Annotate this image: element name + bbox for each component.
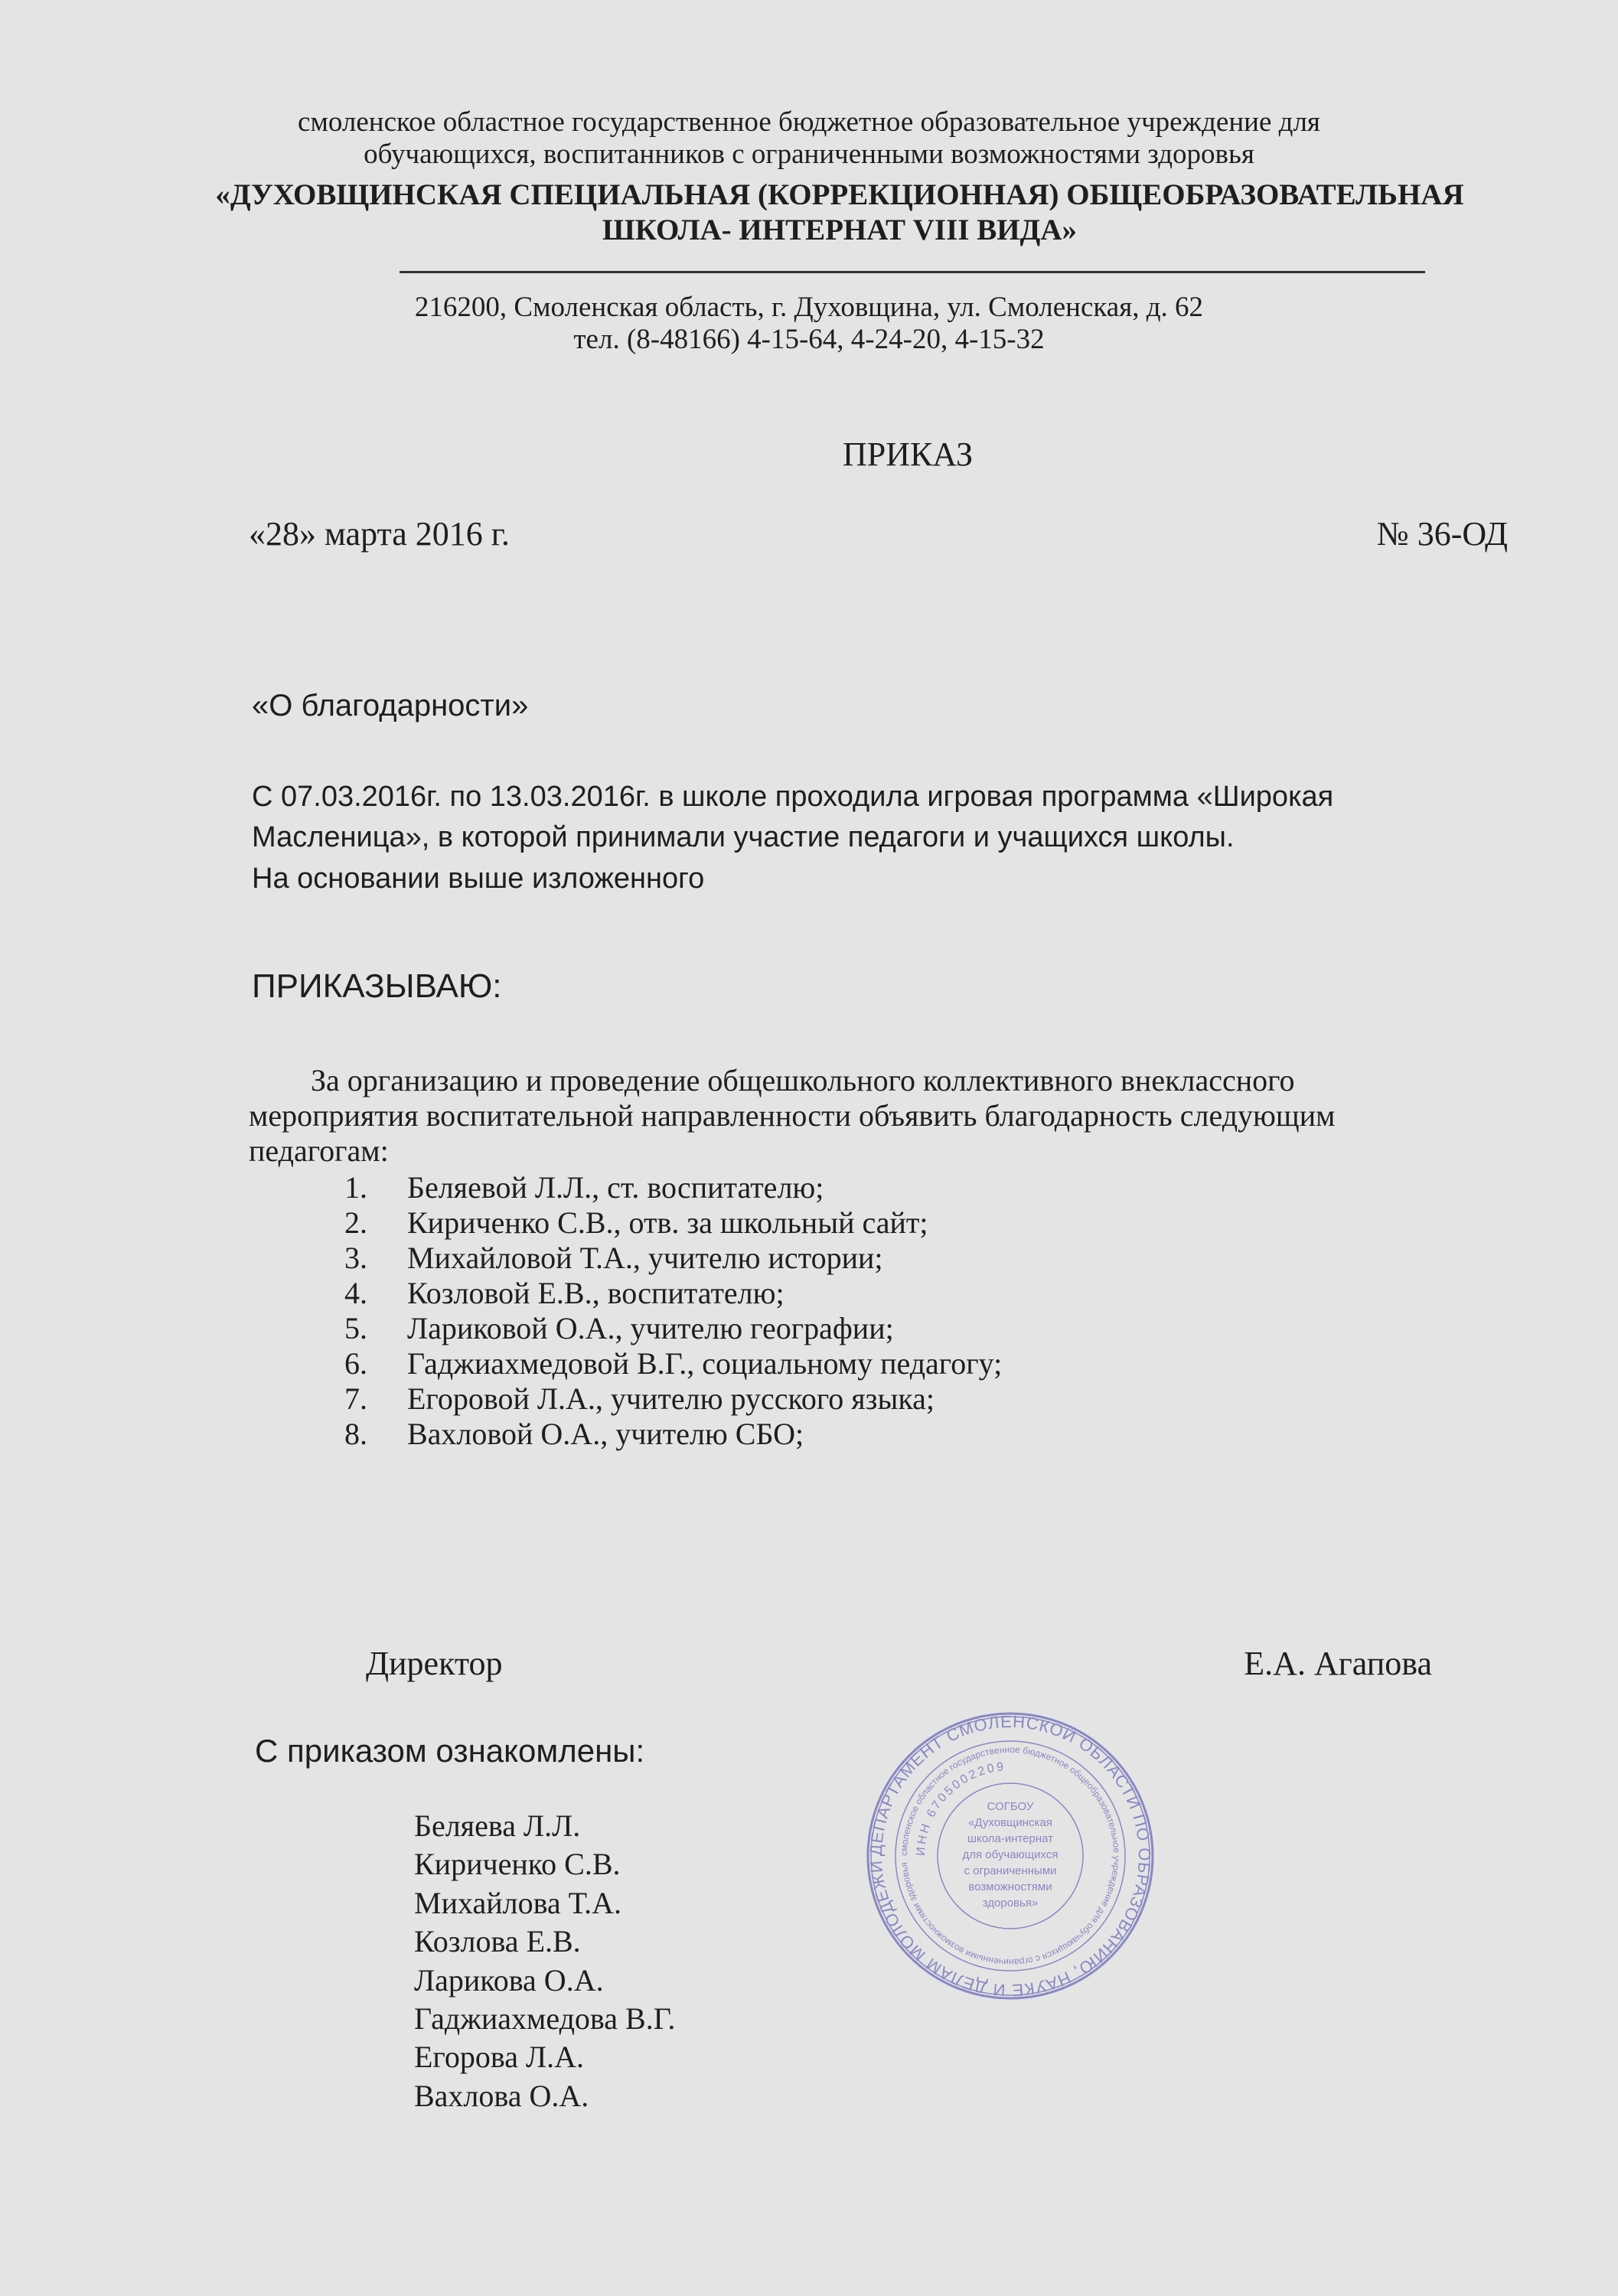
header-phone: тел. (8-48166) 4-15-64, 4-24-20, 4-15-32 — [573, 324, 1045, 355]
order-line: педагогам: — [249, 1133, 389, 1168]
intro-line: Масленица», в которой принимали участие педагоги и учащихся школы. — [252, 821, 1235, 853]
document-date: «28» марта 2016 г. — [249, 515, 510, 553]
stamp-outer-text: ДЕПАРТАМЕНТ СМОЛЕНСКОЙ ОБЛАСТИ ПО ОБРАЗОВАНИЮ, НАУКЕ И ДЕЛАМ МОЛОДЕЖИ — [866, 1711, 1155, 2001]
stamp-center-line: здоровья» — [982, 1896, 1039, 1910]
list-item-number: 1. — [344, 1170, 367, 1205]
header-address: 216200, Смоленская область, г. Духовщина, ул. Смоленская, д. 62 — [414, 292, 1204, 323]
acknowledged-name: Козлова Е.В. — [414, 1924, 581, 1959]
stamp-middle-text: смоленское областное государственное бюджетное общеобразовательное учреждение для обучающихся с ограниченными возможностями здоровья — [898, 1743, 1123, 1968]
official-stamp — [865, 1711, 1156, 2001]
stamp-center-line: с ограниченными — [964, 1864, 1057, 1877]
list-item: Козловой Е.В., воспитателю; — [407, 1276, 785, 1310]
document-subject: «О благодарности» — [252, 689, 529, 722]
acknowledged-name: Михайлова Т.А. — [414, 1885, 621, 1920]
order-word: ПРИКАЗЫВАЮ: — [252, 967, 502, 1005]
stamp-center-line: СОГБОУ — [987, 1800, 1034, 1813]
order-line: мероприятия воспитательной направленности объявить благодарность следующим — [249, 1098, 1336, 1133]
signer-name: Е.А. Агапова — [1244, 1645, 1432, 1682]
list-item: Михайловой Т.А., учителю истории; — [407, 1241, 883, 1275]
acknowledged-name: Ларикова О.А. — [414, 1962, 604, 1998]
document-type: ПРИКАЗ — [842, 435, 974, 473]
list-item: Лариковой О.А., учителю географии; — [407, 1311, 894, 1345]
acknowledged-name: Егорова Л.А. — [414, 2040, 584, 2075]
list-item: Беляевой Л.Л., ст. воспитателю; — [407, 1170, 824, 1205]
stamp-center-line: для обучающихся — [962, 1848, 1059, 1861]
list-item: Гаджиахмедовой В.Г., социальному педагогу; — [407, 1346, 1003, 1381]
header-line-2: обучающихся, воспитанников с ограниченными возможностями здоровья — [364, 139, 1254, 170]
list-item: Егоровой Л.А., учителю русского языка; — [407, 1381, 935, 1416]
list-item: Кириченко С.В., отв. за школьный сайт; — [407, 1205, 928, 1240]
list-item-number: 6. — [344, 1346, 367, 1381]
document-number: № 36-ОД — [1376, 515, 1508, 553]
list-item-number: 4. — [344, 1276, 367, 1310]
list-item-number: 8. — [344, 1417, 367, 1451]
stamp-center-line: возможностями — [968, 1880, 1052, 1893]
acknowledged-label: С приказом ознакомлены: — [255, 1733, 645, 1769]
signer-title: Директор — [366, 1645, 503, 1682]
intro-line: С 07.03.2016г. по 13.03.2016г. в школе проходила игровая программа «Широкая — [252, 781, 1334, 813]
header-school-name-1: «ДУХОВЩИНСКАЯ СПЕЦИАЛЬНАЯ (КОРРЕКЦИОННАЯ) ОБЩЕОБРАЗОВАТЕЛЬНАЯ — [215, 178, 1464, 211]
acknowledged-name: Кириченко С.В. — [414, 1847, 621, 1882]
stamp-center-line: «Духовщинская — [968, 1816, 1052, 1829]
list-item-number: 7. — [344, 1381, 367, 1416]
order-line: За организацию и проведение общешкольного коллективного внеклассного — [311, 1063, 1295, 1097]
acknowledged-name: Вахлова О.А. — [414, 2078, 589, 2113]
header-school-name-2: ШКОЛА- ИНТЕРНАТ VIII ВИДА» — [602, 214, 1078, 246]
header-line-1: смоленское областное государственное бюджетное образовательное учреждение для — [298, 106, 1320, 138]
stamp-center-line: школа-интернат — [967, 1832, 1054, 1845]
acknowledged-name: Беляева Л.Л. — [414, 1808, 581, 1843]
list-item-number: 3. — [344, 1241, 367, 1275]
list-item-number: 2. — [344, 1205, 367, 1240]
list-item-number: 5. — [344, 1311, 367, 1345]
intro-line: На основании выше изложенного — [252, 863, 705, 895]
stamp-inn-text: ИНН 6705002209 — [914, 1760, 1006, 1857]
list-item: Вахловой О.А., учителю СБО; — [407, 1417, 804, 1451]
header-divider — [400, 271, 1425, 273]
acknowledged-name: Гаджиахмедова В.Г. — [414, 2001, 676, 2036]
